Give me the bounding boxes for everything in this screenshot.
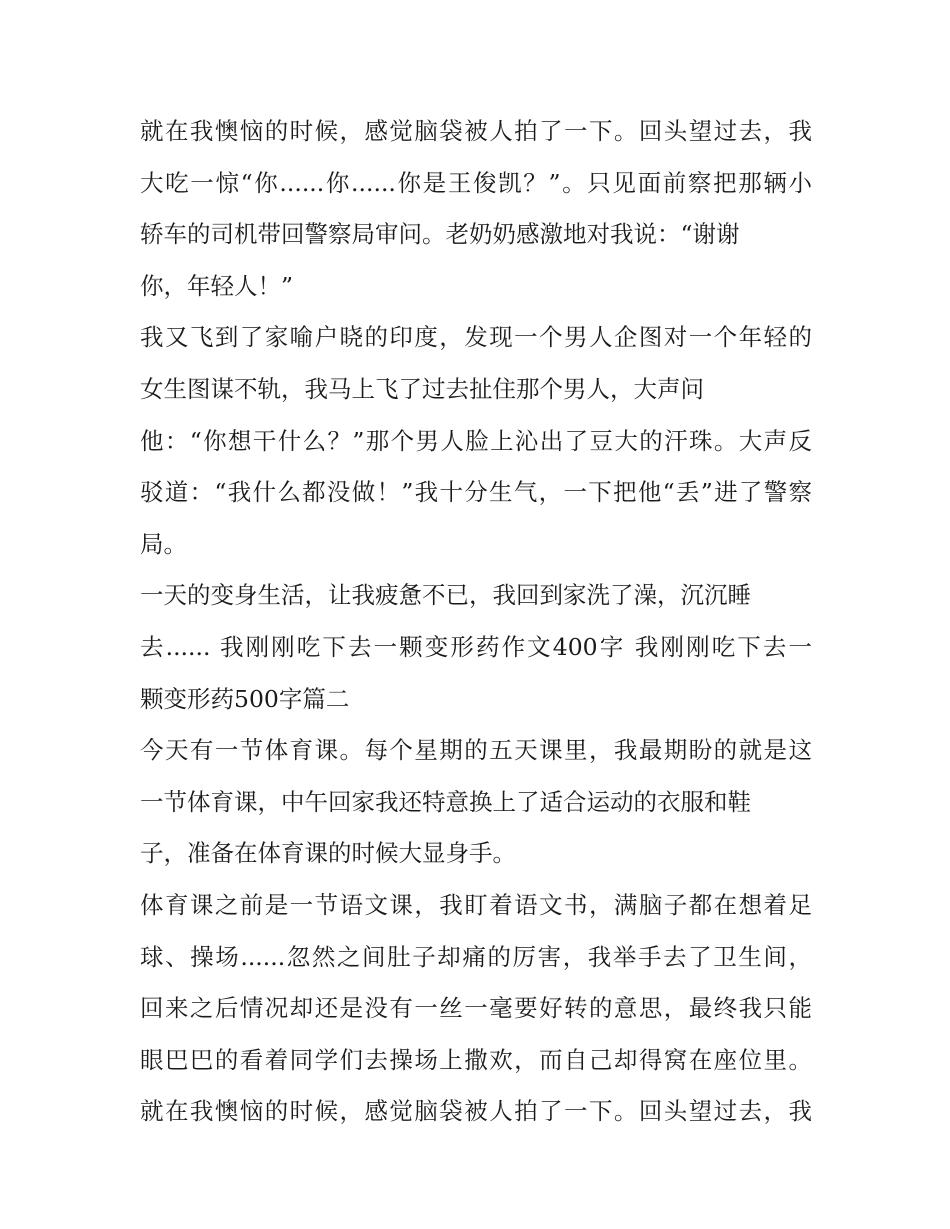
text-line: 回来之后情况却还是没有一丝一毫要好转的意思，最终我只能 [140, 994, 812, 1023]
document-body [140, 106, 812, 1138]
text-line: 我又飞到了家喻户晓的印度，发现一个男人企图对一个年轻的 [140, 323, 812, 352]
text-line: 体育课之前是一节语文课，我盯着语文书，满脑子都在想着足 [140, 890, 812, 919]
text-line: 去...... 我刚刚吃下去一颗变形药作文400字 我刚刚吃下去一 [140, 632, 812, 661]
text-line: 驳道：“我什么都没做！”我十分生气，一下把他“丢”进了警察 [140, 478, 812, 507]
text-line: 今天有一节体育课。每个星期的五天课里，我最期盼的就是这 [140, 736, 812, 765]
text-line: 女生图谋不轨，我马上飞了过去扯住那个男人，大声问 [140, 374, 704, 403]
text-line: 就在我懊恼的时候，感觉脑袋被人拍了一下。回头望过去，我 [140, 1097, 812, 1126]
text-line: 颗变形药500字篇二 [140, 684, 350, 713]
text-line: 你，年轻人！” [140, 271, 294, 300]
text-line: 眼巴巴的看着同学们去操场上撒欢，而自己却得窝在座位里。 [140, 1045, 812, 1074]
text-line: 他：“你想干什么？”那个男人脸上沁出了豆大的汗珠。大声反 [140, 426, 812, 455]
text-line: 一节体育课，中午回家我还特意换上了适合运动的衣服和鞋 [140, 787, 751, 816]
text-line: 轿车的司机带回警察局审问。老奶奶感激地对我说：“谢谢 [140, 220, 740, 249]
text-line: 局。 [140, 529, 187, 558]
text-line: 大吃一惊“你......你......你是王俊凯？”。只见面前察把那辆小 [140, 168, 812, 197]
text-line: 就在我懊恼的时候，感觉脑袋被人拍了一下。回头望过去，我 [140, 117, 812, 145]
text-line: 一天的变身生活，让我疲惫不已，我回到家洗了澡，沉沉睡 [140, 581, 751, 610]
text-line: 子，准备在体育课的时候大显身手。 [140, 839, 516, 868]
text-line: 球、操场......忽然之间肚子却痛的厉害，我举手去了卫生间， [140, 942, 812, 971]
